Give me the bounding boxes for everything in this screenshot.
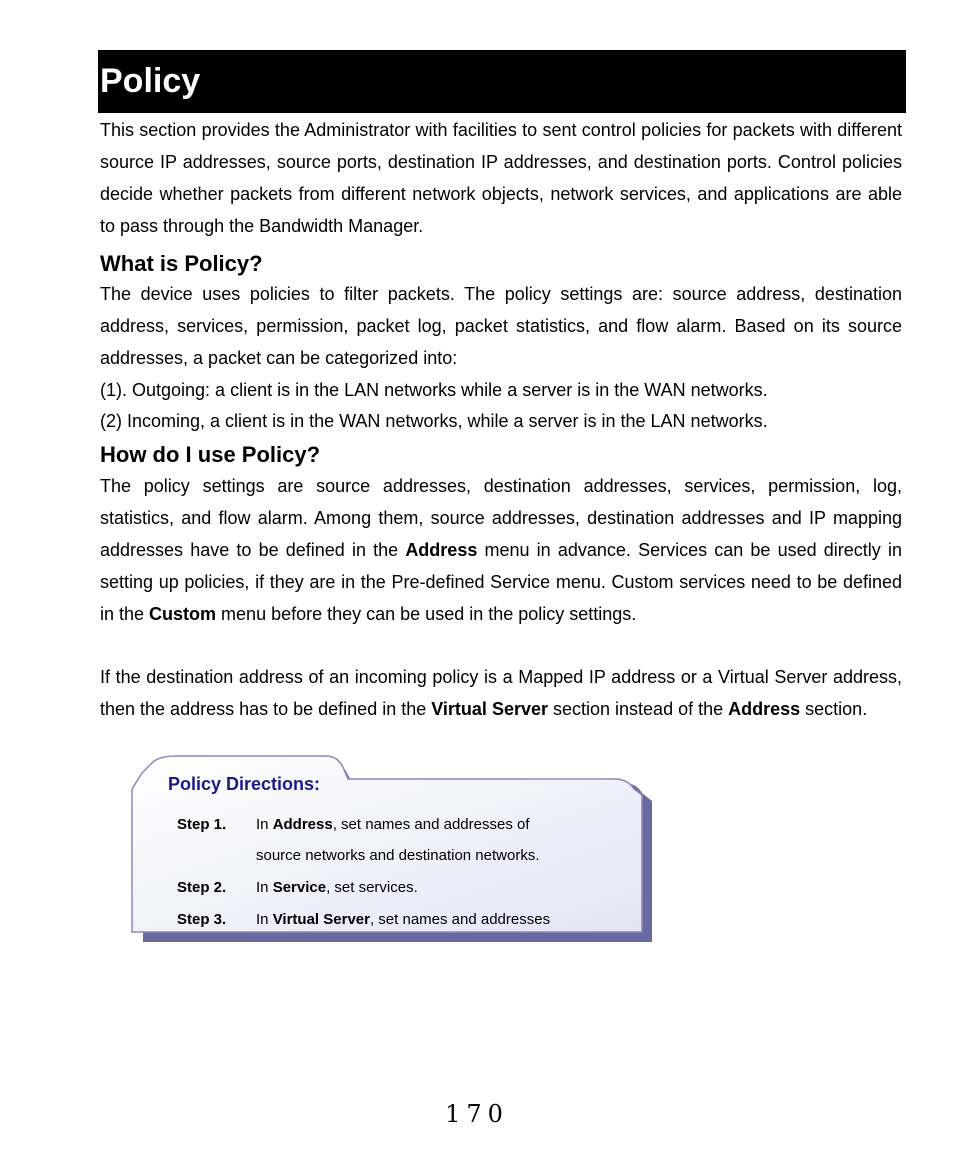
text-run: In <box>256 879 273 896</box>
page-title: Policy <box>100 62 201 100</box>
text-run: source networks and destination networks. <box>256 847 540 864</box>
text-run: In <box>256 816 273 833</box>
text-run: section instead of the <box>548 699 729 719</box>
step-text <box>256 846 539 866</box>
bold-virtual-server: Virtual Server <box>431 699 548 719</box>
text-run: section. <box>800 699 868 719</box>
step-label: Step 1. <box>177 816 227 833</box>
how-heading: How do I use Policy? <box>100 442 321 467</box>
what-paragraph: The device uses policies to filter packets. The policy settings are: source address, destination address, services, permission, packet log, packet statistics, and flow alarm. Based on its source addresses, a packet can be categorized into: <box>100 284 902 368</box>
text-run: , set names and addresses of <box>332 816 530 833</box>
what-item-incoming: (2) Incoming, a client is in the WAN networks, while a server is in the LAN networks. <box>100 411 768 431</box>
what-heading: What is Policy? <box>100 251 263 276</box>
text-run: , set services. <box>326 879 418 896</box>
bold-run: Address <box>272 816 333 833</box>
policy-directions-box <box>130 755 655 945</box>
step-text <box>256 815 530 835</box>
directions-title: Policy Directions: <box>168 774 321 794</box>
text-run: menu in advance. Services can be used directly in setting up policies, if they are in the Pre-defined Service menu. Custom services need to be defined in the <box>100 540 902 624</box>
bold-address: Address <box>405 540 478 560</box>
text-run: In <box>256 911 273 928</box>
title-bar <box>98 50 906 113</box>
text-run: , set names and addresses <box>369 911 551 928</box>
what-item-outgoing: (1). Outgoing: a client is in the LAN networks while a server is in the WAN networks. <box>100 380 768 400</box>
step-label: Step 3. <box>177 911 227 928</box>
step-label: Step 2. <box>177 879 227 896</box>
text-run: The policy settings are source addresses, destination addresses, services, permission, log, statistics, and flow alarm. Among them, source addresses, destination addresses and IP mapping addresses have to be defined in the <box>100 476 902 560</box>
bold-custom: Custom <box>149 604 217 624</box>
step-text <box>256 878 418 898</box>
text-run: If the destination address of an incoming policy is a Mapped IP address or a Virtual Server address, then the address has to be defined in the <box>100 667 902 719</box>
bold-address: Address <box>728 699 801 719</box>
page-number: 170 <box>445 1100 509 1128</box>
step-text <box>256 910 550 930</box>
intro-paragraph: This section provides the Administrator with facilities to sent control policies for packets with different source IP addresses, source ports, destination IP addresses, and destination ports. Control policies decide whether packets from different network objects, network services, and applications are able to pass through the Bandwidth Manager. <box>100 120 902 236</box>
bold-run: Virtual Server <box>272 911 370 928</box>
how-paragraph-2 <box>100 661 902 725</box>
text-run: menu before they can be used in the policy settings. <box>216 604 637 624</box>
how-paragraph-1 <box>100 470 902 630</box>
bold-run: Service <box>272 879 327 896</box>
